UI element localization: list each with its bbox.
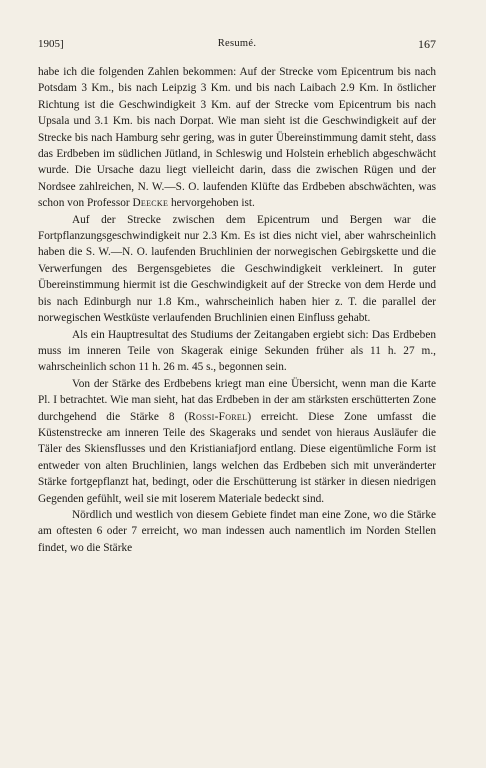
author-name-deecke: Deecke — [132, 197, 169, 210]
running-header — [38, 36, 436, 52]
scale-name-rossi-forel: Rossi-Forel — [188, 410, 248, 423]
paragraph-5: Nördlich und westlich von diesem Gebiete findet man eine Zone, wo die Stärke am oftesten 6 oder 7 erreicht, wo man indessen auch namentlich im Norden Stellen findet, wo die Stärke — [38, 508, 436, 554]
body-text — [38, 64, 436, 556]
header-section-title: Resumé. — [217, 38, 257, 49]
paragraph-4: Von der Stärke des Erdbebens kriegt man eine Übersicht, wenn man die Karte Pl. I betrachtet. Wie man sieht, hat das Erdbeben in der am stärksten erschütterten Zone durchgehend die Stärke 8 (Rossi-Forel) erreicht. Diese Zone umfasst die Küstenstrecke am inneren Teile des Skageraks und sendet von hieraus Ausläufer die Täler des Skiensflusses und den Kristianiafjord entlang. Diese eigentümliche Form ist entweder von alten Bruchlinien, langs welchen das Erdbeben sich mit unveränderter Stärke fortgepflanzt hat, bedingt, oder die Erschütterung ist stärker in diesen niedrigen Gegenden gefühlt, weil sie mit loserem Materiale bedeckt sind. — [38, 377, 436, 505]
page-number: 167 — [418, 37, 436, 51]
paragraph-3: Als ein Hauptresultat des Studiums der Zeitangaben ergiebt sich: Das Erdbeben muss im inneren Teile von Skagerak einige Sekunden früher als 11 h. 27 m., wahrscheinlich schon 11 h. 26 m. 45 s., begonnen sein. — [38, 328, 436, 374]
paragraph-2: Auf der Strecke zwischen dem Epicentrum und Bergen war die Fortpflanzungsgeschwindigkeit nur 2.3 Km. Es ist dies nicht viel, aber wahrscheinlich haben die S. W.—N. O. laufenden Bruchlinien der norwegischen Gebirgskette und die Verwerfungen des Bergensgebietes die Geschwindigkeit verkleinert. In guter Übereinstimmung hiermit ist die Geschwindigkeit auf der Strecke von dem Herde und bis nach Edinburgh nur 1.8 Km., wahrscheinlich haben hier z. T. die parallel der norwegischen Westküste verlaufenden Bruchlinien einen Einfluss gehabt. — [38, 213, 436, 325]
header-year: 1905] — [38, 38, 64, 50]
paragraph-1: habe ich die folgenden Zahlen bekommen: Auf der Strecke vom Epicentrum bis nach Potsdam 3 Km., bis nach Leipzig 3 Km. und bis nach Laibach 2.9 Km. In östlicher Richtung ist die Geschwindigkeit 3 Km. auf der Strecke vom Epicentrum bis nach Upsala und 3.1 Km. bis nach Dorpat. Wie man sieht ist die Geschwindigkeit auf der Strecke bis nach Hamburg sehr gering, was in guter Übereinstimmung damit steht, dass das Erdbeben im südlichen Jütland, in Schleswig und Holstein erheblich abgeschwächt wurde. Die Ursache dazu liegt vielleicht darin, dass die zwischen Rügen und der Nordsee zahlreichen, N. W.—S. O. laufenden Klüfte das Erdbeben abschwächten, was schon von Professor Deecke hervorgehoben ist. — [38, 66, 436, 210]
